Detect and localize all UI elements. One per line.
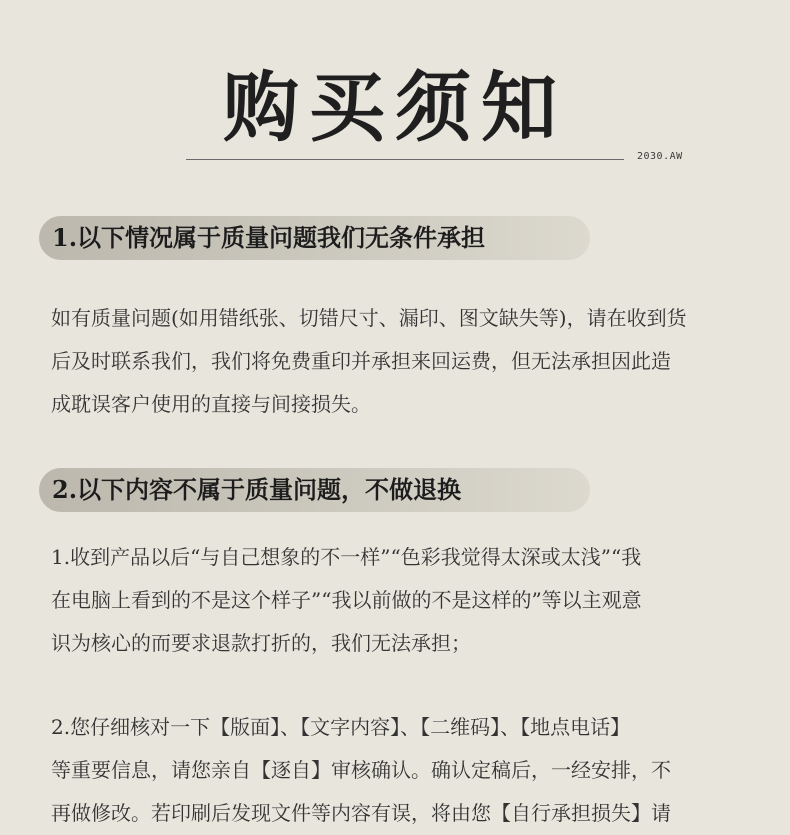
paragraph-line: 等重要信息，请您亲自【逐自】审核确认。确认定稿后，一经安排，不 — [51, 758, 671, 782]
section-2-paragraph-2 — [51, 706, 756, 835]
paragraph-line: 如有质量问题(如用错纸张、切错尺寸、漏印、图文缺失等)，请在收到货 — [51, 306, 687, 330]
paragraph-line: 再做修改。若印刷后发现文件等内容有误，将由您【自行承担损失】请 — [51, 801, 671, 825]
section-1-heading: 1.以下情况属于质量问题我们无条件承担 — [52, 223, 486, 252]
paragraph-line: 识为核心的而要求退款打折的，我们无法承担； — [51, 631, 471, 655]
paragraph-line: 成耽误客户使用的直接与间接损失。 — [51, 392, 371, 416]
paragraph-line: 1.收到产品以后“与自己想象的不一样”“色彩我觉得太深或太浅”“我 — [51, 545, 642, 569]
section-1-heading-bar — [39, 216, 590, 260]
section-1-paragraph — [51, 297, 756, 426]
section-2-heading-bar — [39, 468, 590, 512]
paragraph-line: 在电脑上看到的不是这个样子”“我以前做的不是这样的”等以主观意 — [51, 588, 642, 612]
section-2-heading: 2.以下内容不属于质量问题，不做退换 — [52, 475, 462, 504]
section-2-paragraph-1 — [51, 536, 756, 665]
page-title: 购买须知 — [223, 63, 567, 152]
paragraph-line: 后及时联系我们，我们将免费重印并承担来回运费，但无法承担因此造 — [51, 349, 671, 373]
paragraph-line: 2.您仔细核对一下【版面】、【文字内容】、【二维码】、【地点电话】 — [51, 715, 631, 739]
divider-tag: 2030.AW — [637, 151, 683, 162]
title-divider — [186, 159, 624, 160]
